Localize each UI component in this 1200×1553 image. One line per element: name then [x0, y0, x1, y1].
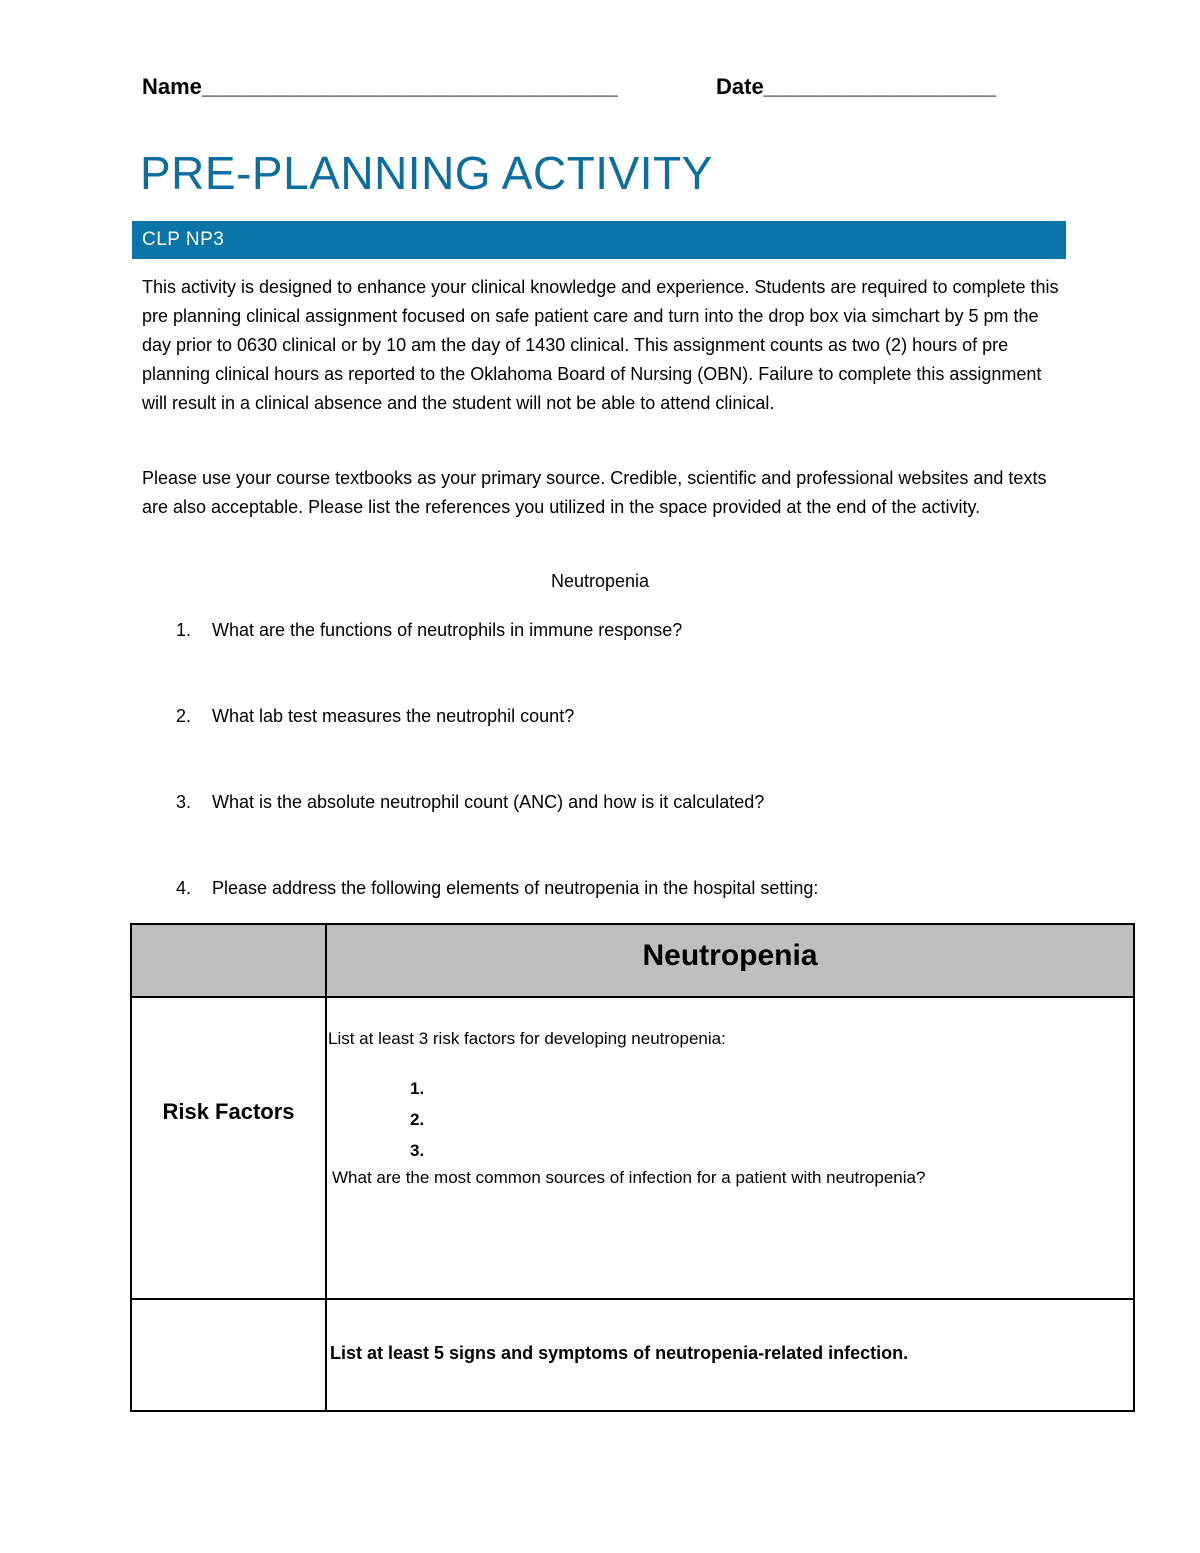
list-item: 2. — [410, 1110, 425, 1129]
question-text: What lab test measures the neutrophil count? — [212, 706, 575, 726]
question-number: 2. — [176, 706, 192, 726]
question-4 — [176, 878, 818, 899]
risk-factors-label: Risk Factors — [162, 1099, 295, 1124]
question-text: What is the absolute neutrophil count (ANC) and how is it calculated? — [212, 792, 765, 812]
list-item: 1. — [410, 1079, 425, 1098]
course-code: CLP NP3 — [142, 229, 225, 250]
infection-sources-question: What are the most common sources of infection for a patient with neutropenia? — [332, 1168, 926, 1187]
question-3 — [176, 792, 764, 813]
question-number: 3. — [176, 792, 192, 812]
course-banner — [132, 221, 1066, 259]
name-field-label: Name__________________________________ — [142, 74, 618, 99]
question-text: What are the functions of neutrophils in immune response? — [212, 620, 683, 640]
intro-paragraph-1: This activity is designed to enhance your clinical knowledge and experience. Students are required to complete this pre planning clinical assignment focused on safe patient care and turn into the drop box via simchart by 5 pm the day prior to 0630 clinical or by 10 am the day of 1430 clinical. This assignment counts as two (2) hours of pre planning clinical hours as reported to the Oklahoma Board of Nursing (OBN). Failure to complete this assignment will result in a clinical absence and the student will not be able to attend clinical. — [142, 277, 1059, 413]
question-number: 4. — [176, 878, 192, 898]
list-item: 3. — [410, 1141, 425, 1160]
question-number: 1. — [176, 620, 192, 640]
question-2 — [176, 706, 574, 727]
row-divider — [132, 1298, 1133, 1300]
question-1 — [176, 620, 682, 641]
risk-factors-list — [410, 1073, 424, 1166]
date-field-label: Date___________________ — [716, 74, 997, 99]
signs-symptoms-prompt: List at least 5 signs and symptoms of neutropenia-related infection. — [330, 1343, 909, 1363]
risk-factors-prompt: List at least 3 risk factors for developing neutropenia: — [328, 1029, 726, 1048]
column-divider — [325, 925, 327, 1410]
page-title: PRE-PLANNING ACTIVITY — [140, 147, 713, 199]
question-text: Please address the following elements of neutropenia in the hospital setting: — [212, 878, 819, 898]
neutropenia-table — [130, 923, 1135, 1412]
table-title: Neutropenia — [642, 939, 818, 972]
section-heading: Neutropenia — [550, 571, 650, 591]
intro-paragraph-2: Please use your course textbooks as your primary source. Credible, scientific and professional websites and texts are also acceptable. Please list the references you utilized in the space provided at the end of the activity. — [142, 468, 1047, 517]
